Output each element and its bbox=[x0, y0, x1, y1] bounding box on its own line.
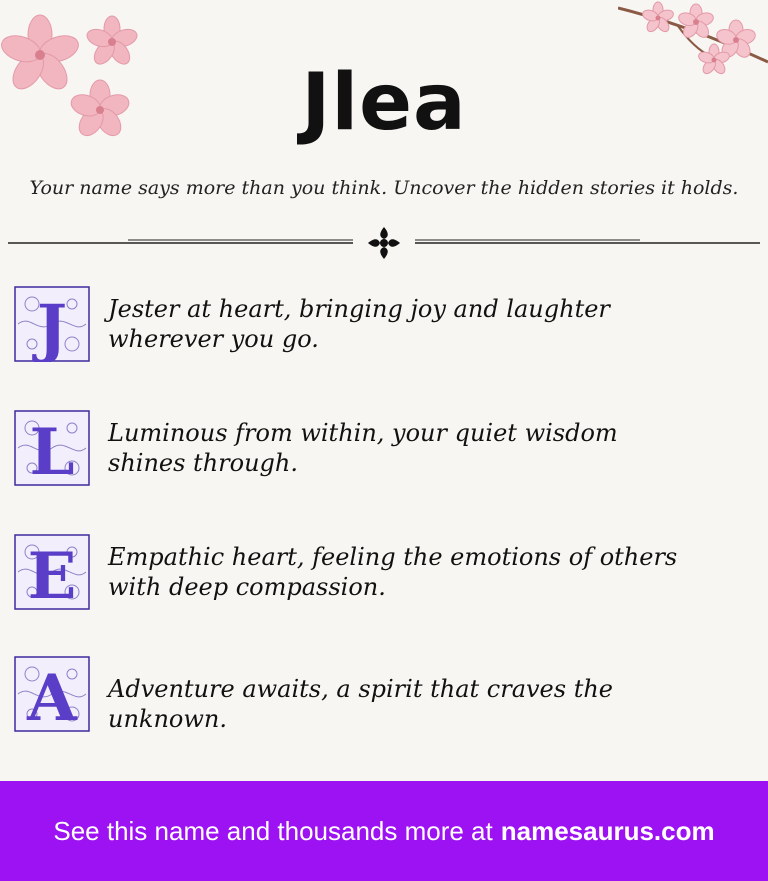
initial-letter: E bbox=[27, 539, 77, 610]
initial-letter: L bbox=[29, 415, 75, 486]
footer-prefix: See this name and thousands more at bbox=[53, 815, 493, 846]
illuminated-initial-l bbox=[14, 410, 90, 486]
cross-ornament-icon bbox=[368, 227, 400, 259]
letter-meaning: Luminous from within, your quiet wisdom shines through. bbox=[108, 419, 618, 477]
letter-row bbox=[0, 286, 768, 366]
letter-meaning: Jester at heart, bringing joy and laughter wherever you go. bbox=[108, 295, 610, 353]
tagline: Your name says more than you think. Uncover the hidden stories it holds. bbox=[29, 177, 739, 199]
letter-row bbox=[0, 534, 768, 614]
letter-meaning: Empathic heart, feeling the emotions of others with deep compassion. bbox=[108, 543, 678, 601]
ornamental-divider bbox=[8, 226, 760, 260]
letter-row bbox=[0, 656, 768, 736]
illuminated-initial-e bbox=[14, 534, 90, 610]
initial-letter: J bbox=[36, 291, 68, 362]
letter-meaning: Adventure awaits, a spirit that craves the unknown. bbox=[108, 675, 614, 733]
initial-letter: A bbox=[27, 661, 77, 732]
footer-banner[interactable] bbox=[0, 781, 768, 881]
illuminated-initial-a bbox=[14, 656, 90, 732]
illuminated-initial-j bbox=[14, 286, 90, 362]
letter-row bbox=[0, 410, 768, 490]
page-title: Jlea bbox=[301, 58, 467, 148]
footer-brand-link[interactable]: namesaurus.com bbox=[500, 815, 715, 846]
